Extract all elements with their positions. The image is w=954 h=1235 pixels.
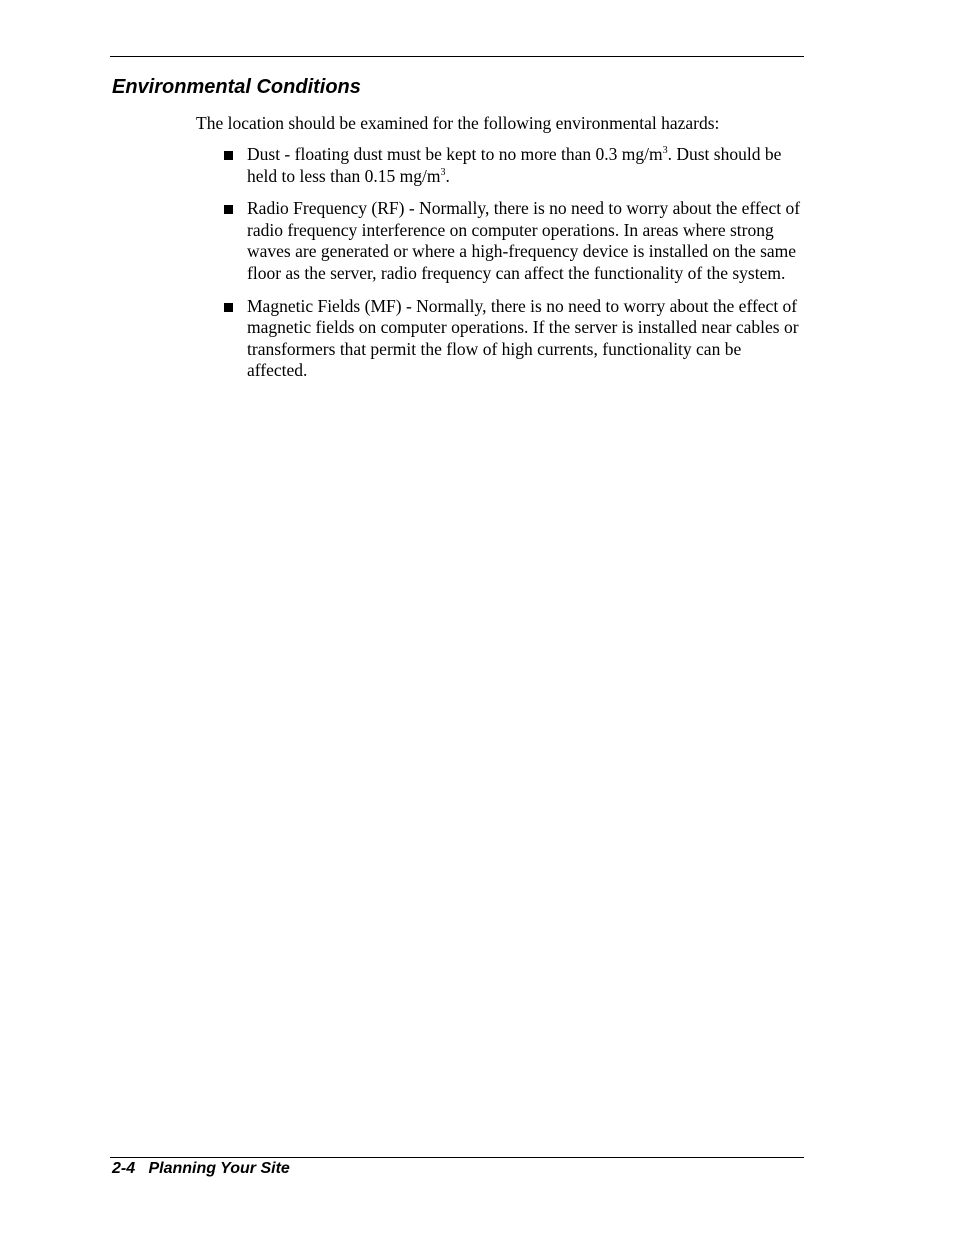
- page-number: 2-4: [112, 1160, 136, 1177]
- text-segment: .: [445, 165, 450, 186]
- footer-rule: [110, 1157, 804, 1158]
- list-item-dust: [222, 144, 804, 187]
- bullet-text: [247, 144, 781, 186]
- header-rule: [110, 56, 804, 57]
- text-segment: Radio Frequency (RF) - Normally, there is no need to worry about the effect of radio frequency interference on computer operations. In areas where strong waves are generated or where a high-frequency device is installed on the same floor as the server, radio frequency can affect the functionality of the system.: [247, 198, 801, 283]
- chapter-title: Planning Your Site: [148, 1160, 290, 1177]
- text-segment: Dust - floating dust must be kept to no more than 0.3 mg/m: [247, 144, 663, 164]
- square-bullet-icon: [224, 303, 233, 312]
- hazard-list: [222, 144, 804, 393]
- intro-paragraph: The location should be examined for the following environmental hazards:: [196, 113, 720, 133]
- list-item-magnetic-fields: [222, 296, 804, 382]
- bullet-text: [247, 198, 800, 283]
- page-footer: [112, 1159, 290, 1179]
- text-segment: Magnetic Fields (MF) - Normally, there is no need to worry about the effect of magnetic fields on computer operations. If the server is installed near cables or transformers that permit the flow of high currents, functionality can be affected.: [247, 295, 799, 381]
- square-bullet-icon: [224, 205, 233, 214]
- bullet-text: [247, 296, 799, 381]
- superscript: 3: [662, 145, 668, 157]
- square-bullet-icon: [224, 151, 233, 160]
- section-heading: Environmental Conditions: [112, 76, 361, 98]
- superscript: 3: [440, 166, 446, 178]
- text-segment: . Dust should be held to less than 0.15 mg/m: [247, 144, 782, 186]
- list-item-radio-frequency: [222, 198, 804, 284]
